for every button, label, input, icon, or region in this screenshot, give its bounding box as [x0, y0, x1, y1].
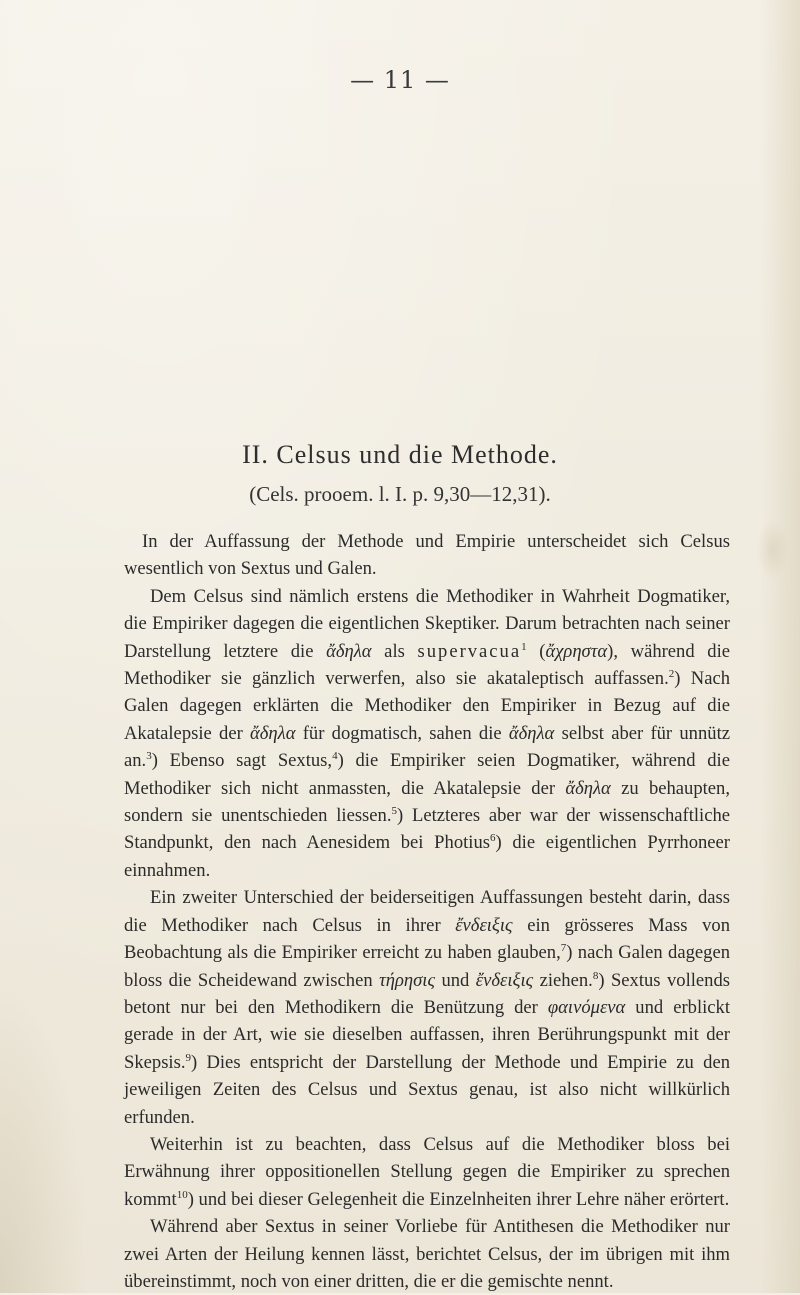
text-run: ) die eigentlichen Pyrrhoneer einnahmen.	[124, 832, 730, 881]
paper-stain	[756, 520, 790, 580]
text-run: ) die Empiriker seien Dogmatiker, während die Methodiker sich nicht anmassten, die Akatalepsie der	[124, 750, 730, 799]
text-run: Ein zweiter Unterschied der beiderseitigen Auffassungen besteht darin, dass die Methodiker nach Celsus in ihrer	[124, 887, 730, 936]
greek-term: ἔνδειξις	[455, 914, 513, 936]
footnote-marker: 10	[176, 1188, 188, 1201]
text-run: In der Auffassung der Methode und Empirie unterscheidet sich Celsus wesentlich von Sextus und Galen.	[124, 531, 730, 580]
section-citation: (Cels. prooem. l. I. p. 9,30—12,31).	[249, 482, 551, 506]
footnote-marker: 5	[391, 804, 397, 817]
footnote-marker: 2	[668, 667, 675, 680]
footnote-marker: 9	[185, 1051, 191, 1064]
page-number: — 11 —	[350, 66, 450, 94]
page-edge-shadow	[760, 0, 800, 1293]
text-run: ) Sextus vollends betont nur bei den Methodikern die Benützung der	[124, 969, 731, 1018]
text-run: ) Letzteres aber war der wissenschaftliche Standpunkt, den nach Aenesidem bei Photius	[124, 805, 730, 854]
footnote-marker: 1	[521, 640, 527, 653]
greek-term: τήρησις	[379, 969, 435, 991]
text-run: als	[371, 640, 418, 662]
text-run: für dogmatisch, sahen die	[295, 722, 509, 744]
greek-term: ἄδηλα	[508, 722, 555, 744]
footnote-marker: 3	[146, 750, 152, 763]
footnote-marker: 7	[560, 941, 567, 954]
footnote-marker: 4	[332, 750, 338, 763]
paragraph	[124, 884, 730, 1131]
text-run: selbst aber für unnütz an.	[124, 722, 730, 772]
text-run: Während aber Sextus in seiner Vorliebe für Antithesen die Methodiker nur zwei Arten der Heilung kennen lässt, berichtet Celsus, der im übrigen mit ihm übereinstimmt, noch von einer dritten, die er die gemischte nennt.	[124, 1216, 730, 1292]
text-run: (	[526, 640, 546, 662]
paragraph	[124, 1131, 730, 1213]
paragraph	[124, 1213, 730, 1295]
text-run: ) und bei dieser Gelegenheit die Einzelnheiten ihrer Lehre näher erörtert.	[187, 1188, 730, 1210]
text-run: ) Ebenso sagt Sextus,	[151, 750, 333, 772]
greek-term: ἔνδειξις	[475, 969, 534, 991]
greek-term: ἄδηλα	[565, 777, 611, 799]
text-run: und erblickt gerade in der Art, wie sie dieselben auffassen, ihren Berührungspunkt mit der Skepsis.	[124, 996, 730, 1073]
paragraph	[124, 583, 730, 884]
section-heading: II. Celsus und die Methode.	[242, 440, 558, 469]
footnote-marker: 8	[592, 969, 599, 982]
greek-term: ἄδηλα	[326, 640, 372, 662]
text-run: und	[435, 969, 476, 991]
text-run: ein grösseres Mass von Beobachtung als die Empiriker erreicht zu haben glauben,	[124, 914, 730, 964]
text-run: zu behaupten, sondern sie unentschieden liessen.	[124, 777, 731, 827]
text-run: ziehen.	[533, 969, 593, 991]
text-run: ) nach Galen dagegen bloss die Scheidewand zwischen	[124, 942, 730, 991]
paragraph	[124, 528, 730, 583]
greek-term: φαινόμενα	[547, 996, 626, 1018]
text-run: Dem Celsus sind nämlich erstens die Methodiker in Wahrheit Dogmatiker, die Empiriker dagegen die eigentlichen Skeptiker. Darum betrachten nach seiner Darstellung letztere die	[124, 585, 730, 662]
greek-term: ἄδηλα	[250, 722, 296, 744]
footnote-marker: 6	[489, 832, 496, 845]
text-run: Weiterhin ist zu beachten, dass Celsus auf die Methodiker bloss bei Erwähnung ihrer oppositionellen Stellung gegen die Empiriker zu sprechen kommt	[124, 1133, 730, 1210]
emphasized-term: supervacua	[417, 640, 522, 662]
body-text	[124, 528, 730, 1295]
page-corner-shadow	[0, 973, 90, 1293]
greek-term: ἄχρηστα	[545, 640, 608, 662]
text-run: ) Nach Galen dagegen erklärten die Methodiker den Empiriker in Bezug auf die Akatalepsie der	[124, 668, 731, 744]
text-run: ) Dies entspricht der Darstellung der Methode und Empirie zu den jeweiligen Zeiten des Celsus und Sextus genau, ist also nicht willkürlich erfunden.	[124, 1051, 730, 1128]
text-run: ), während die Methodiker sie gänzlich verwerfen, also sie akataleptisch auffassen.	[124, 640, 731, 690]
